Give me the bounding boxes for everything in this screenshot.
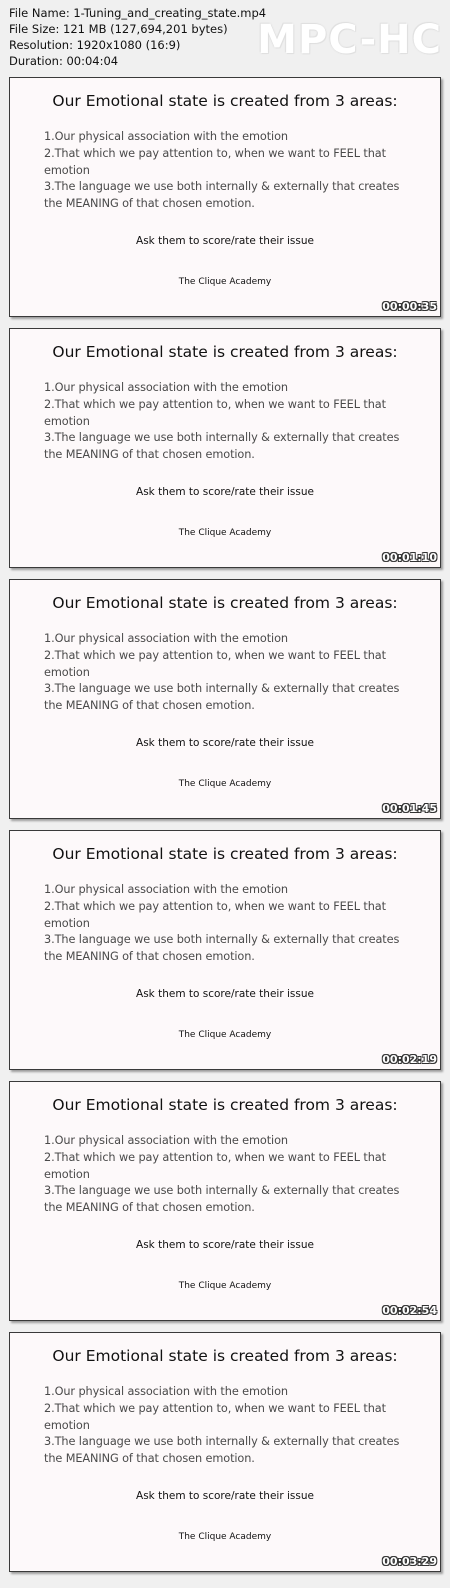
file-name-text: File Name: 1-Tuning_and_creating_state.mp4 bbox=[9, 6, 267, 20]
video-thumbnail[interactable] bbox=[9, 77, 441, 317]
slide-point: 3.The language we use both internally & externally that creates the MEANING of that chosen emotion. bbox=[44, 682, 400, 713]
slide-footer: The Clique Academy bbox=[178, 779, 272, 789]
slide-ask-text: Ask them to score/rate their issue bbox=[136, 737, 314, 749]
timestamp-label: 00:01:10 bbox=[382, 551, 437, 564]
slide-point: 1.Our physical association with the emotion bbox=[44, 883, 288, 896]
timestamp-label: 00:02:19 bbox=[382, 1053, 437, 1066]
slide-body bbox=[44, 1384, 404, 1468]
slide-footer: The Clique Academy bbox=[178, 277, 272, 287]
slide-point: 2.That which we pay attention to, when we want to FEEL that emotion bbox=[44, 397, 386, 428]
video-thumbnail[interactable] bbox=[9, 1332, 441, 1572]
slide-ask-text: Ask them to score/rate their issue bbox=[136, 235, 314, 247]
timestamp-label: 00:00:35 bbox=[382, 300, 437, 313]
slide-point: 2.That which we pay attention to, when we want to FEEL that emotion bbox=[44, 648, 386, 679]
mpc-hc-logo: MPC-HC bbox=[257, 17, 442, 63]
slide-footer: The Clique Academy bbox=[178, 1281, 272, 1291]
slide-body bbox=[44, 380, 404, 464]
slide-title: Our Emotional state is created from 3 areas: bbox=[52, 1096, 398, 1114]
slide-body bbox=[44, 882, 404, 966]
slide-title: Our Emotional state is created from 3 areas: bbox=[52, 845, 398, 863]
slide-point: 2.That which we pay attention to, when we want to FEEL that emotion bbox=[44, 1401, 386, 1432]
slide-point: 1.Our physical association with the emotion bbox=[44, 130, 288, 143]
slide-point: 1.Our physical association with the emotion bbox=[44, 1385, 288, 1398]
slide-point: 3.The language we use both internally & externally that creates the MEANING of that chosen emotion. bbox=[44, 431, 400, 462]
slide-point: 1.Our physical association with the emotion bbox=[44, 632, 288, 645]
video-thumbnail[interactable] bbox=[9, 1081, 441, 1321]
slide-ask-text: Ask them to score/rate their issue bbox=[136, 1239, 314, 1251]
slide-title: Our Emotional state is created from 3 areas: bbox=[52, 343, 398, 361]
video-thumbnail[interactable] bbox=[9, 579, 441, 819]
slide-point: 1.Our physical association with the emotion bbox=[44, 1134, 288, 1147]
slide-point: 2.That which we pay attention to, when we want to FEEL that emotion bbox=[44, 899, 386, 930]
slide-point: 3.The language we use both internally & externally that creates the MEANING of that chosen emotion. bbox=[44, 180, 400, 211]
slide-ask-text: Ask them to score/rate their issue bbox=[136, 988, 314, 1000]
slide-footer: The Clique Academy bbox=[178, 1532, 272, 1542]
slide-point: 2.That which we pay attention to, when we want to FEEL that emotion bbox=[44, 146, 386, 177]
timestamp-label: 00:03:29 bbox=[382, 1555, 437, 1568]
slide-point: 3.The language we use both internally & externally that creates the MEANING of that chosen emotion. bbox=[44, 1435, 400, 1466]
slide-title: Our Emotional state is created from 3 areas: bbox=[52, 1347, 398, 1365]
slide-point: 2.That which we pay attention to, when we want to FEEL that emotion bbox=[44, 1150, 386, 1181]
file-info-header bbox=[0, 0, 450, 76]
slide-point: 3.The language we use both internally & externally that creates the MEANING of that chosen emotion. bbox=[44, 1184, 400, 1215]
slide-body bbox=[44, 631, 404, 715]
timestamp-label: 00:01:45 bbox=[382, 802, 437, 815]
slide-footer: The Clique Academy bbox=[178, 528, 272, 538]
slide-point: 1.Our physical association with the emotion bbox=[44, 381, 288, 394]
slide-title: Our Emotional state is created from 3 areas: bbox=[52, 92, 398, 110]
file-size-text: File Size: 121 MB (127,694,201 bytes) bbox=[9, 22, 228, 36]
timestamp-label: 00:02:54 bbox=[382, 1304, 437, 1317]
slide-footer: The Clique Academy bbox=[178, 1030, 272, 1040]
slide-point: 3.The language we use both internally & externally that creates the MEANING of that chosen emotion. bbox=[44, 933, 400, 964]
video-thumbnail[interactable] bbox=[9, 328, 441, 568]
duration-text: Duration: 00:04:04 bbox=[9, 54, 119, 68]
slide-body bbox=[44, 129, 404, 213]
resolution-text: Resolution: 1920x1080 (16:9) bbox=[9, 38, 181, 52]
slide-body bbox=[44, 1133, 404, 1217]
slide-title: Our Emotional state is created from 3 areas: bbox=[52, 594, 398, 612]
slide-ask-text: Ask them to score/rate their issue bbox=[136, 486, 314, 498]
slide-ask-text: Ask them to score/rate their issue bbox=[136, 1490, 314, 1502]
video-thumbnail[interactable] bbox=[9, 830, 441, 1070]
